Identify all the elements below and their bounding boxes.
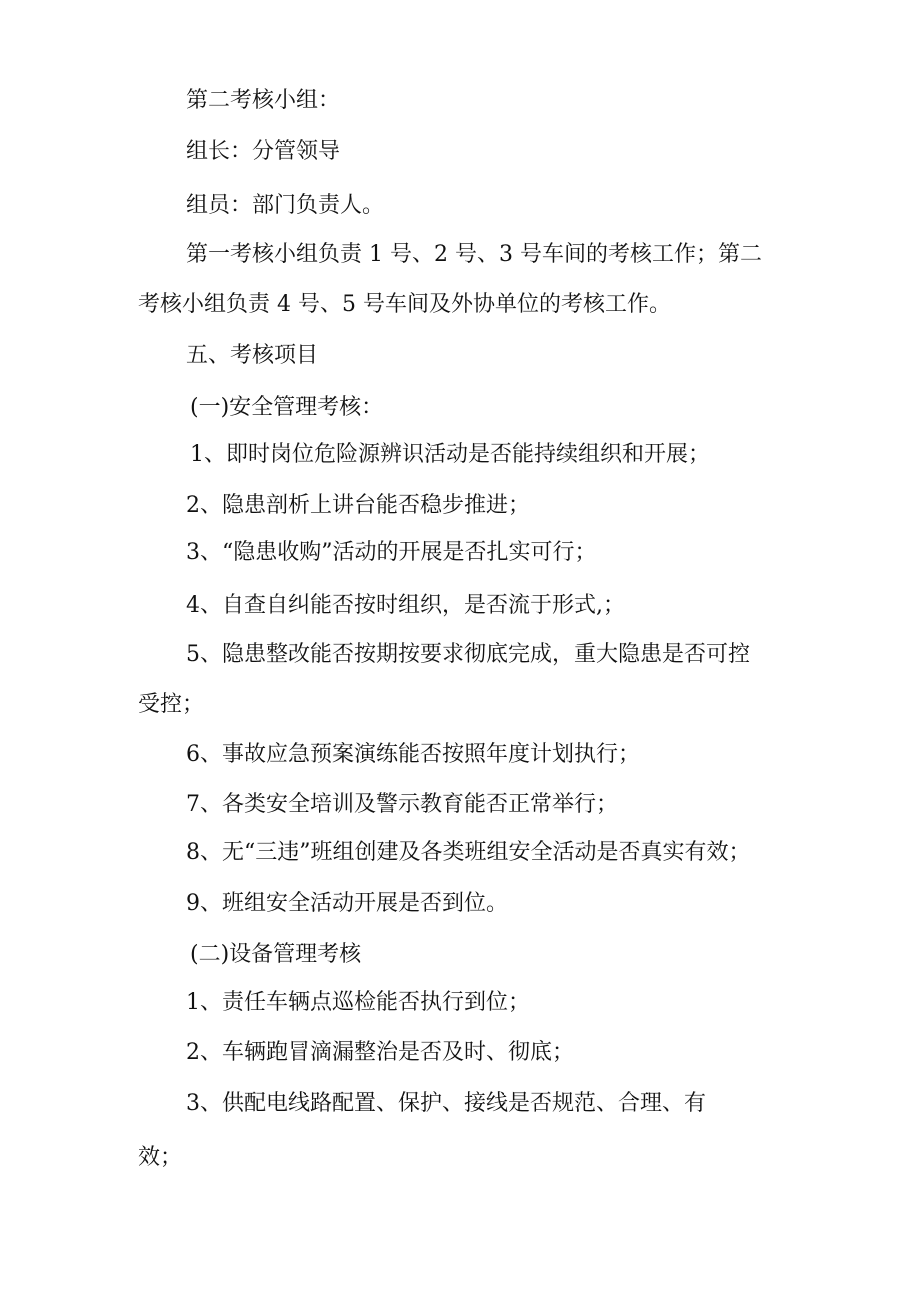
text-line: 考核小组负责 4 号、5 号车间及外协单位的考核工作。 bbox=[138, 292, 671, 317]
subsection-heading: (二)设备管理考核 bbox=[190, 942, 362, 967]
list-item: 7、各类安全培训及警示教育能否正常举行； bbox=[186, 792, 618, 817]
list-item-continuation: 效； bbox=[138, 1145, 183, 1170]
list-item: 1、即时岗位危险源辨识活动是否能持续组织和开展； bbox=[190, 442, 710, 467]
list-item: 5、隐患整改能否按期按要求彻底完成，重大隐患是否可控 bbox=[186, 642, 750, 667]
list-item: 9、班组安全活动开展是否到位。 bbox=[186, 891, 508, 916]
list-item: 4、自查自纠能否按时组织，是否流于形式,； bbox=[186, 593, 625, 618]
list-item: 2、隐患剖析上讲台能否稳步推进； bbox=[186, 493, 530, 518]
text-line: 第一考核小组负责 1 号、2 号、3 号车间的考核工作；第二 bbox=[186, 242, 762, 267]
list-item: 6、事故应急预案演练能否按照年度计划执行； bbox=[186, 742, 640, 767]
text-line: 第二考核小组： bbox=[186, 88, 341, 113]
subsection-heading: (一)安全管理考核： bbox=[190, 395, 384, 420]
text-line: 组长：分管领导 bbox=[186, 139, 341, 164]
text-line: 组员：部门负责人。 bbox=[186, 193, 385, 218]
list-item-continuation: 受控； bbox=[138, 692, 205, 717]
list-item: 1、责任车辆点巡检能否执行到位； bbox=[186, 990, 530, 1015]
section-heading: 五、考核项目 bbox=[186, 343, 319, 368]
list-item: 8、无“三违”班组创建及各类班组安全活动是否真实有效； bbox=[186, 840, 751, 865]
list-item: 3、供配电线路配置、保护、接线是否规范、合理、有 bbox=[186, 1091, 706, 1116]
list-item: 2、车辆跑冒滴漏整治是否及时、彻底； bbox=[186, 1040, 574, 1065]
list-item: 3、“隐患收购”活动的开展是否扎实可行； bbox=[186, 540, 597, 565]
